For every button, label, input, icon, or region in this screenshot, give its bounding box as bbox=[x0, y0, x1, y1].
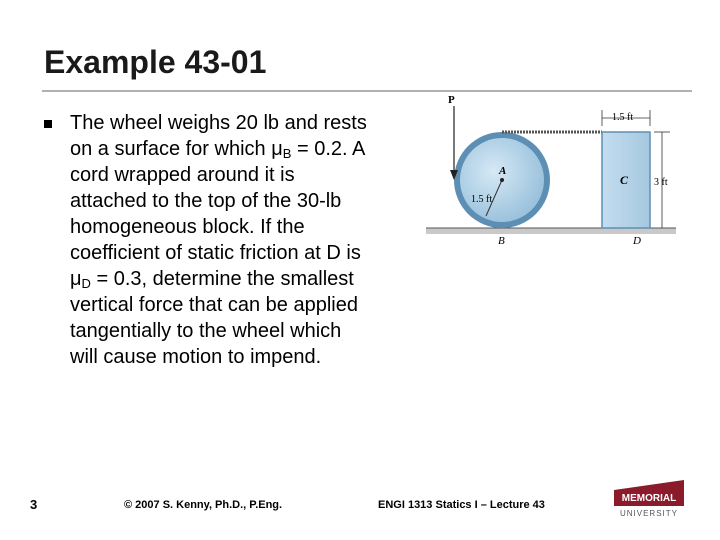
subscript-b: B bbox=[282, 146, 292, 161]
subscript-d: D bbox=[81, 276, 91, 291]
statement-part-1: The wheel weighs 20 lb and rests on a surface for which μ bbox=[70, 112, 367, 160]
copyright-text: © 2007 S. Kenny, Ph.D., P.Eng. bbox=[124, 499, 283, 511]
block-label-c: C bbox=[620, 173, 629, 187]
force-label-p: P bbox=[448, 94, 455, 106]
statement-part-2: = 0.2. A cord wrapped around it is attached to the top of the 30-lb homogeneous block. If the coefficient of static friction at D is μ bbox=[70, 138, 365, 290]
ground-surface bbox=[426, 228, 676, 234]
block-width-label: 1.5 ft bbox=[612, 112, 634, 123]
slide-title: Example 43-01 bbox=[44, 44, 267, 80]
contact-label-b: B bbox=[498, 235, 505, 247]
contact-label-d: D bbox=[633, 235, 641, 247]
block-height-label: 3 ft bbox=[654, 177, 668, 188]
bullet-marker bbox=[44, 120, 52, 128]
statement-part-3: = 0.3, determine the smallest vertical force that can be applied tangentially to the wheel which will cause motion to impend. bbox=[70, 268, 358, 368]
logo-line-1: MEMORIAL bbox=[621, 493, 677, 504]
problem-figure bbox=[420, 92, 690, 252]
slide-number: 3 bbox=[30, 497, 38, 512]
problem-statement bbox=[70, 110, 370, 370]
radius-label: 1.5 ft bbox=[471, 194, 493, 205]
course-footer: ENGI 1313 Statics I – Lecture 43 bbox=[378, 499, 545, 511]
center-point-a bbox=[500, 178, 504, 182]
memorial-university-logo bbox=[612, 476, 686, 524]
center-label-a: A bbox=[499, 165, 507, 177]
logo-line-2: UNIVERSITY bbox=[619, 509, 679, 518]
